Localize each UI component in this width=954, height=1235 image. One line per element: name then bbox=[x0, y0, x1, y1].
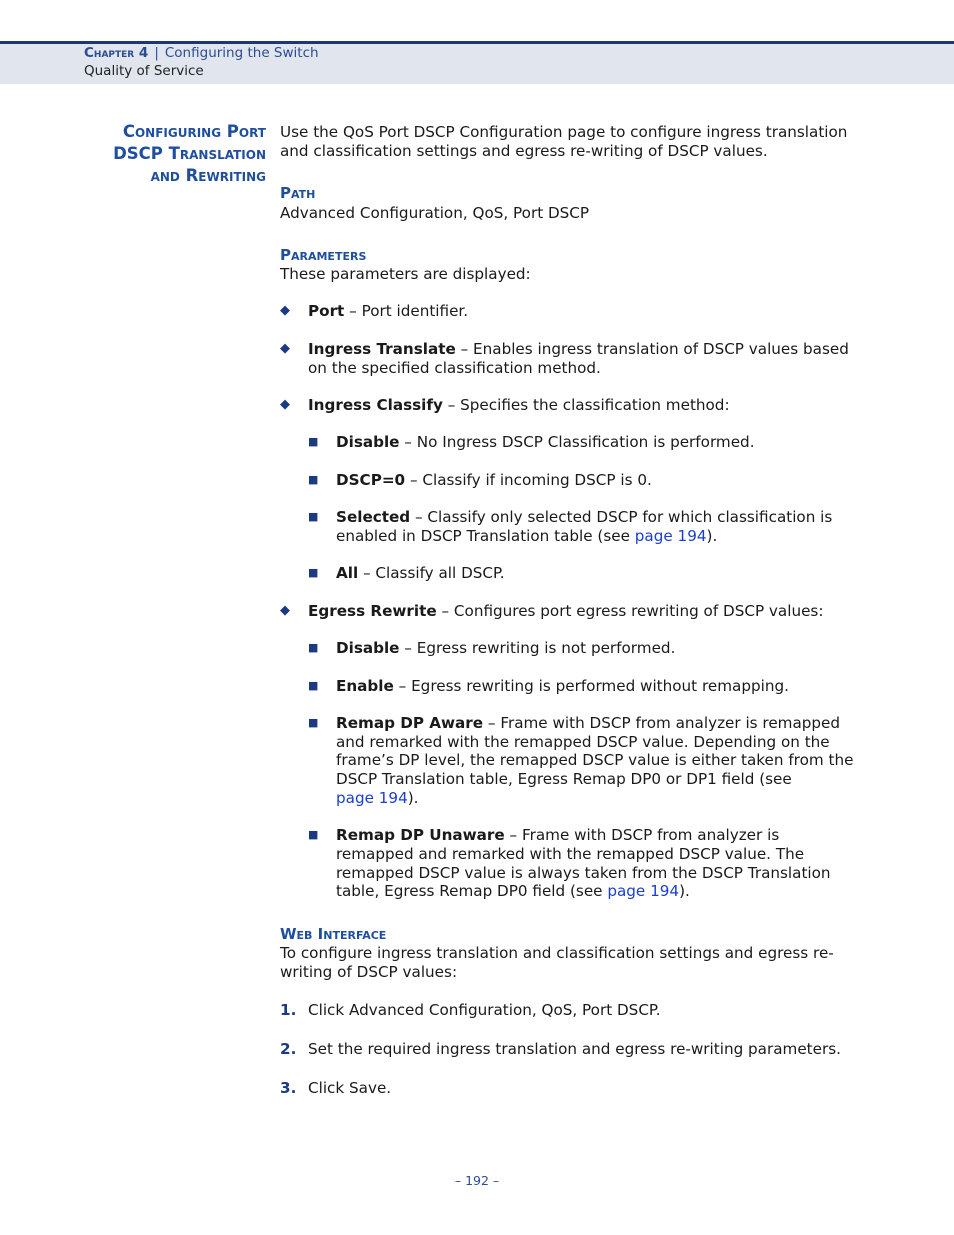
param-term: Port bbox=[308, 302, 345, 320]
section-title-line3: and Rewriting bbox=[150, 166, 266, 185]
diamond-icon: ◆ bbox=[280, 397, 290, 412]
header-subtitle: Quality of Service bbox=[84, 63, 204, 79]
rewrite-remap-unaware-l4 bbox=[336, 882, 926, 901]
param-term: Egress Rewrite bbox=[308, 602, 437, 620]
option-desc: – Classify all DSCP. bbox=[358, 564, 505, 582]
step-number: 3. bbox=[280, 1079, 297, 1097]
option-term: Disable bbox=[336, 433, 400, 451]
rewrite-remap-unaware bbox=[336, 826, 926, 845]
option-term: DSCP=0 bbox=[336, 471, 406, 489]
web-interface-intro-line2: writing of DSCP values: bbox=[280, 963, 458, 981]
page-link[interactable]: page 194 bbox=[607, 882, 680, 900]
classify-all bbox=[336, 564, 926, 583]
step-text: Click Save. bbox=[308, 1079, 392, 1097]
option-desc: enabled in DSCP Translation table (see bbox=[336, 527, 635, 545]
page-link[interactable]: page 194 bbox=[336, 789, 408, 807]
page-number: – 192 – bbox=[454, 1173, 500, 1188]
diamond-icon: ◆ bbox=[280, 303, 290, 318]
param-term: Ingress Classify bbox=[308, 396, 443, 414]
option-desc: – Classify if incoming DSCP is 0. bbox=[405, 471, 652, 489]
param-desc: – Specifies the classification method: bbox=[442, 396, 730, 414]
option-term: Remap DP Aware bbox=[336, 714, 484, 732]
option-term: All bbox=[336, 564, 359, 582]
rewrite-remap-aware-l3: frame’s DP level, the remapped DSCP value is either taken from the bbox=[336, 751, 854, 769]
option-term: Selected bbox=[336, 508, 411, 526]
option-term: Enable bbox=[336, 677, 394, 695]
classify-selected bbox=[336, 508, 926, 527]
step-number: 2. bbox=[280, 1040, 297, 1058]
chapter-title: Configuring the Switch bbox=[164, 45, 319, 61]
chapter-header bbox=[84, 45, 319, 61]
square-icon: ■ bbox=[308, 473, 319, 486]
param-desc: – Configures port egress rewriting of DSCP values: bbox=[436, 602, 824, 620]
option-term: Remap DP Unaware bbox=[336, 826, 505, 844]
option-desc: – Egress rewriting is not performed. bbox=[399, 639, 676, 657]
section-title bbox=[76, 121, 266, 187]
rewrite-remap-aware bbox=[336, 714, 926, 733]
option-desc: – Egress rewriting is performed without remapping. bbox=[393, 677, 789, 695]
rewrite-enable bbox=[336, 677, 926, 696]
classify-dscp0 bbox=[336, 471, 926, 490]
diamond-icon: ◆ bbox=[280, 603, 290, 618]
option-desc: – Classify only selected DSCP for which classification is bbox=[410, 508, 833, 526]
web-interface-heading: Web Interface bbox=[280, 925, 387, 943]
step-text: Click Advanced Configuration, QoS, Port DSCP. bbox=[308, 1001, 661, 1019]
square-icon: ■ bbox=[308, 641, 319, 654]
intro-line1: Use the QoS Port DSCP Configuration page to configure ingress translation bbox=[280, 123, 848, 141]
classify-disable bbox=[336, 433, 926, 452]
parameters-intro: These parameters are displayed: bbox=[280, 265, 531, 283]
param-egress-rewrite bbox=[308, 602, 898, 621]
chapter-label: Chapter 4 bbox=[84, 45, 149, 61]
classify-selected-cont bbox=[336, 527, 926, 546]
header-separator: | bbox=[154, 45, 159, 61]
step-text: Set the required ingress translation and egress re-writing parameters. bbox=[308, 1040, 841, 1058]
step-number: 1. bbox=[280, 1001, 297, 1019]
param-term: Ingress Translate bbox=[308, 340, 456, 358]
option-desc: – Frame with DSCP from analyzer is remapped bbox=[483, 714, 841, 732]
square-icon: ■ bbox=[308, 679, 319, 692]
path-text: Advanced Configuration, QoS, Port DSCP bbox=[280, 204, 590, 222]
diamond-icon: ◆ bbox=[280, 341, 290, 356]
intro-line2: and classification settings and egress re-writing of DSCP values. bbox=[280, 142, 768, 160]
param-desc: – Enables ingress translation of DSCP values based bbox=[455, 340, 849, 358]
rewrite-remap-unaware-l3: remapped DSCP value is always taken from the DSCP Translation bbox=[336, 864, 831, 882]
web-interface-intro-line1: To configure ingress translation and classification settings and egress re- bbox=[280, 944, 834, 962]
square-icon: ■ bbox=[308, 828, 319, 841]
option-desc: ). bbox=[706, 527, 718, 545]
option-desc: ). bbox=[679, 882, 690, 900]
param-ingress-translate-cont: on the specified classification method. bbox=[308, 359, 601, 377]
page-link[interactable]: page 194 bbox=[634, 527, 707, 545]
option-desc: – No Ingress DSCP Classification is performed. bbox=[399, 433, 755, 451]
param-ingress-translate bbox=[308, 340, 898, 359]
square-icon: ■ bbox=[308, 510, 319, 523]
square-icon: ■ bbox=[308, 435, 319, 448]
param-port bbox=[308, 302, 898, 321]
rewrite-remap-aware-l2: and remarked with the remapped DSCP value. Depending on the bbox=[336, 733, 830, 751]
rewrite-remap-aware-l4: DSCP Translation table, Egress Remap DP0 or DP1 field (see bbox=[336, 770, 792, 788]
option-desc: table, Egress Remap DP0 field (see bbox=[336, 882, 608, 900]
parameters-heading: Parameters bbox=[280, 246, 367, 264]
option-desc: ). bbox=[407, 789, 419, 807]
rewrite-disable bbox=[336, 639, 926, 658]
option-desc: – Frame with DSCP from analyzer is bbox=[504, 826, 780, 844]
path-heading: Path bbox=[280, 184, 316, 202]
square-icon: ■ bbox=[308, 566, 319, 579]
rewrite-remap-unaware-l2: remapped and remarked with the remapped DSCP value. The bbox=[336, 845, 805, 863]
section-title-line1: Configuring Port bbox=[122, 122, 266, 141]
param-desc: – Port identifier. bbox=[344, 302, 469, 320]
rewrite-remap-aware-l5 bbox=[336, 789, 926, 808]
param-ingress-classify bbox=[308, 396, 898, 415]
square-icon: ■ bbox=[308, 716, 319, 729]
section-title-line2: DSCP Translation bbox=[113, 144, 266, 163]
option-term: Disable bbox=[336, 639, 400, 657]
